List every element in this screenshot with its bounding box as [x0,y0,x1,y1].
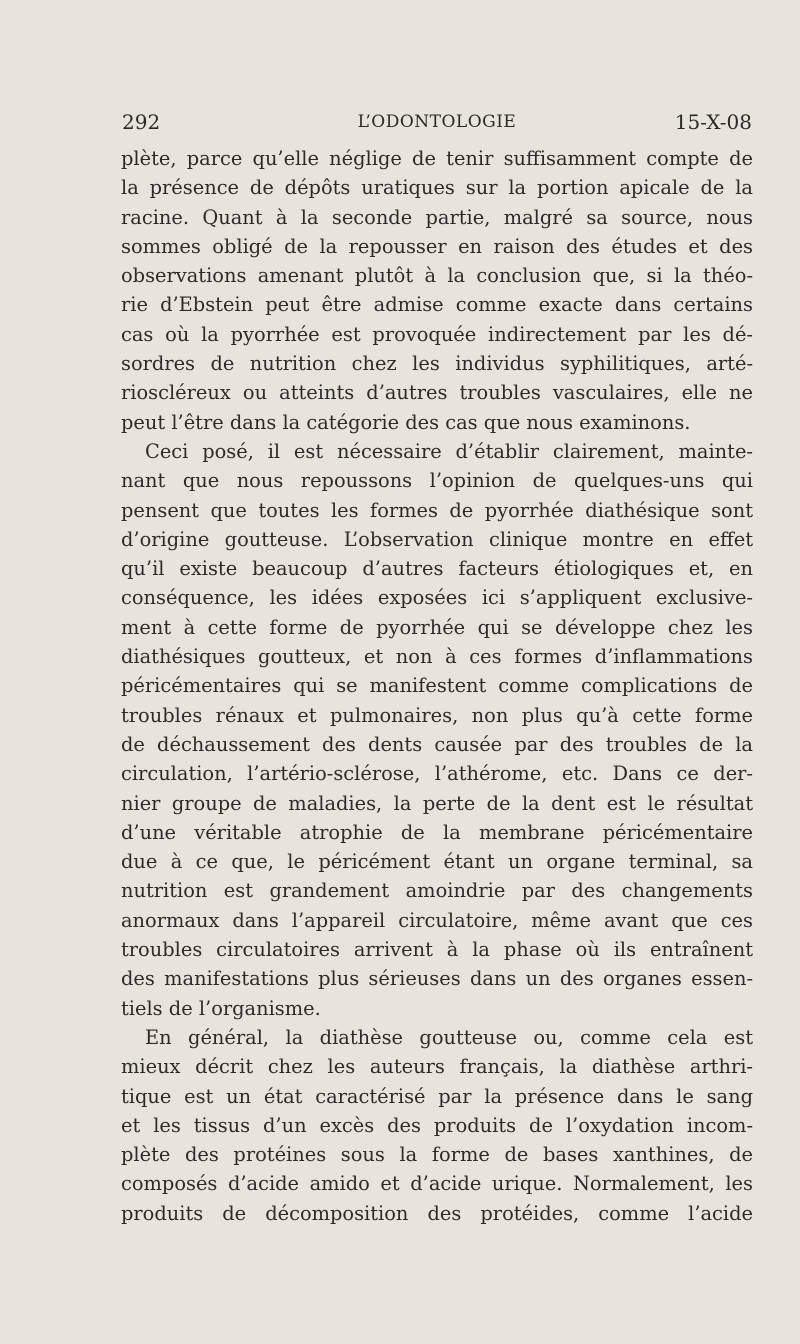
text-line: composés d’acide amido et d’acide urique. Normalement, les [121,1172,753,1196]
text-line: d’une véritable atrophie de la membrane péricémentaire [121,820,753,844]
body-text [121,144,753,1228]
text-line: d’origine goutteuse. L’observation clinique montre en effet [121,527,753,551]
text-line: nant que nous repoussons l’opinion de quelques-uns qui [121,469,753,493]
text-line: tique est un état caractérisé par la présence dans le sang [121,1084,753,1108]
text-line: sordres de nutrition chez les individus syphilitiques, arté- [121,352,753,376]
text-line: cas où la pyorrhée est provoquée indirectement par les dé- [121,322,753,346]
text-line: mieux décrit chez les auteurs français, la diathèse arthri- [121,1055,753,1079]
text-line: due à ce que, le péricément étant un organe terminal, sa [121,850,753,874]
text-line: plète des protéines sous la forme de bases xanthines, de [121,1143,753,1167]
issue-date: 15-X-08 [674,110,752,134]
text-line: diathésiques goutteux, et non à ces formes d’inflammations [121,645,753,669]
text-line: observations amenant plutôt à la conclusion que, si la théo- [121,264,753,288]
text-line: sommes obligé de la repousser en raison des études et des [121,234,753,258]
text-line: racine. Quant à la seconde partie, malgré sa source, nous [121,205,753,229]
text-line: pensent que toutes les formes de pyorrhée diathésique sont [121,498,753,522]
text-line: troubles circulatoires arrivent à la phase où ils entraînent [121,938,753,962]
text-line: la présence de dépôts uratiques sur la portion apicale de la [121,176,753,200]
text-line: des manifestations plus sérieuses dans un des organes essen- [121,967,753,991]
running-header [122,110,752,142]
text-line: produits de décomposition des protéides, comme l’acide [121,1201,753,1225]
text-line: plète, parce qu’elle néglige de tenir suffisamment compte de [121,147,753,170]
text-line: rioscléreux ou atteints d’autres troubles vasculaires, elle ne [121,381,753,405]
text-line: et les tissus d’un excès des produits de l’oxydation incom- [121,1113,753,1137]
text-line: anormaux dans l’appareil circulatoire, même avant que ces [121,908,753,932]
text-line: nutrition est grandement amoindrie par des changements [121,879,753,903]
text-line: conséquence, les idées exposées ici s’appliquent exclusive- [121,586,753,610]
text-line: péricémentaires qui se manifestent comme complications de [121,674,753,698]
text-line: En général, la diathèse goutteuse ou, comme cela est [145,1025,753,1049]
text-line: de déchaussement des dents causée par des troubles de la [121,732,753,756]
text-line: nier groupe de maladies, la perte de la dent est le résultat [121,791,753,815]
text-line: qu’il existe beaucoup d’autres facteurs étiologiques et, en [121,557,753,581]
text-line: circulation, l’artério-sclérose, l’athérome, etc. Dans ce der- [121,762,753,786]
text-line: troubles rénaux et pulmonaires, non plus qu’à cette forme [121,703,753,727]
page-number: 292 [122,110,161,134]
text-line: peut l’être dans la catégorie des cas que nous examinons. [121,410,691,434]
text-line: rie d’Ebstein peut être admise comme exacte dans certains [121,293,753,317]
text-line: ment à cette forme de pyorrhée qui se développe chez les [121,615,753,639]
text-line: tiels de l’organisme. [121,996,321,1020]
journal-title: L’ODONTOLOGIE [357,112,517,132]
text-line: Ceci posé, il est nécessaire d’établir clairement, mainte- [145,439,753,463]
